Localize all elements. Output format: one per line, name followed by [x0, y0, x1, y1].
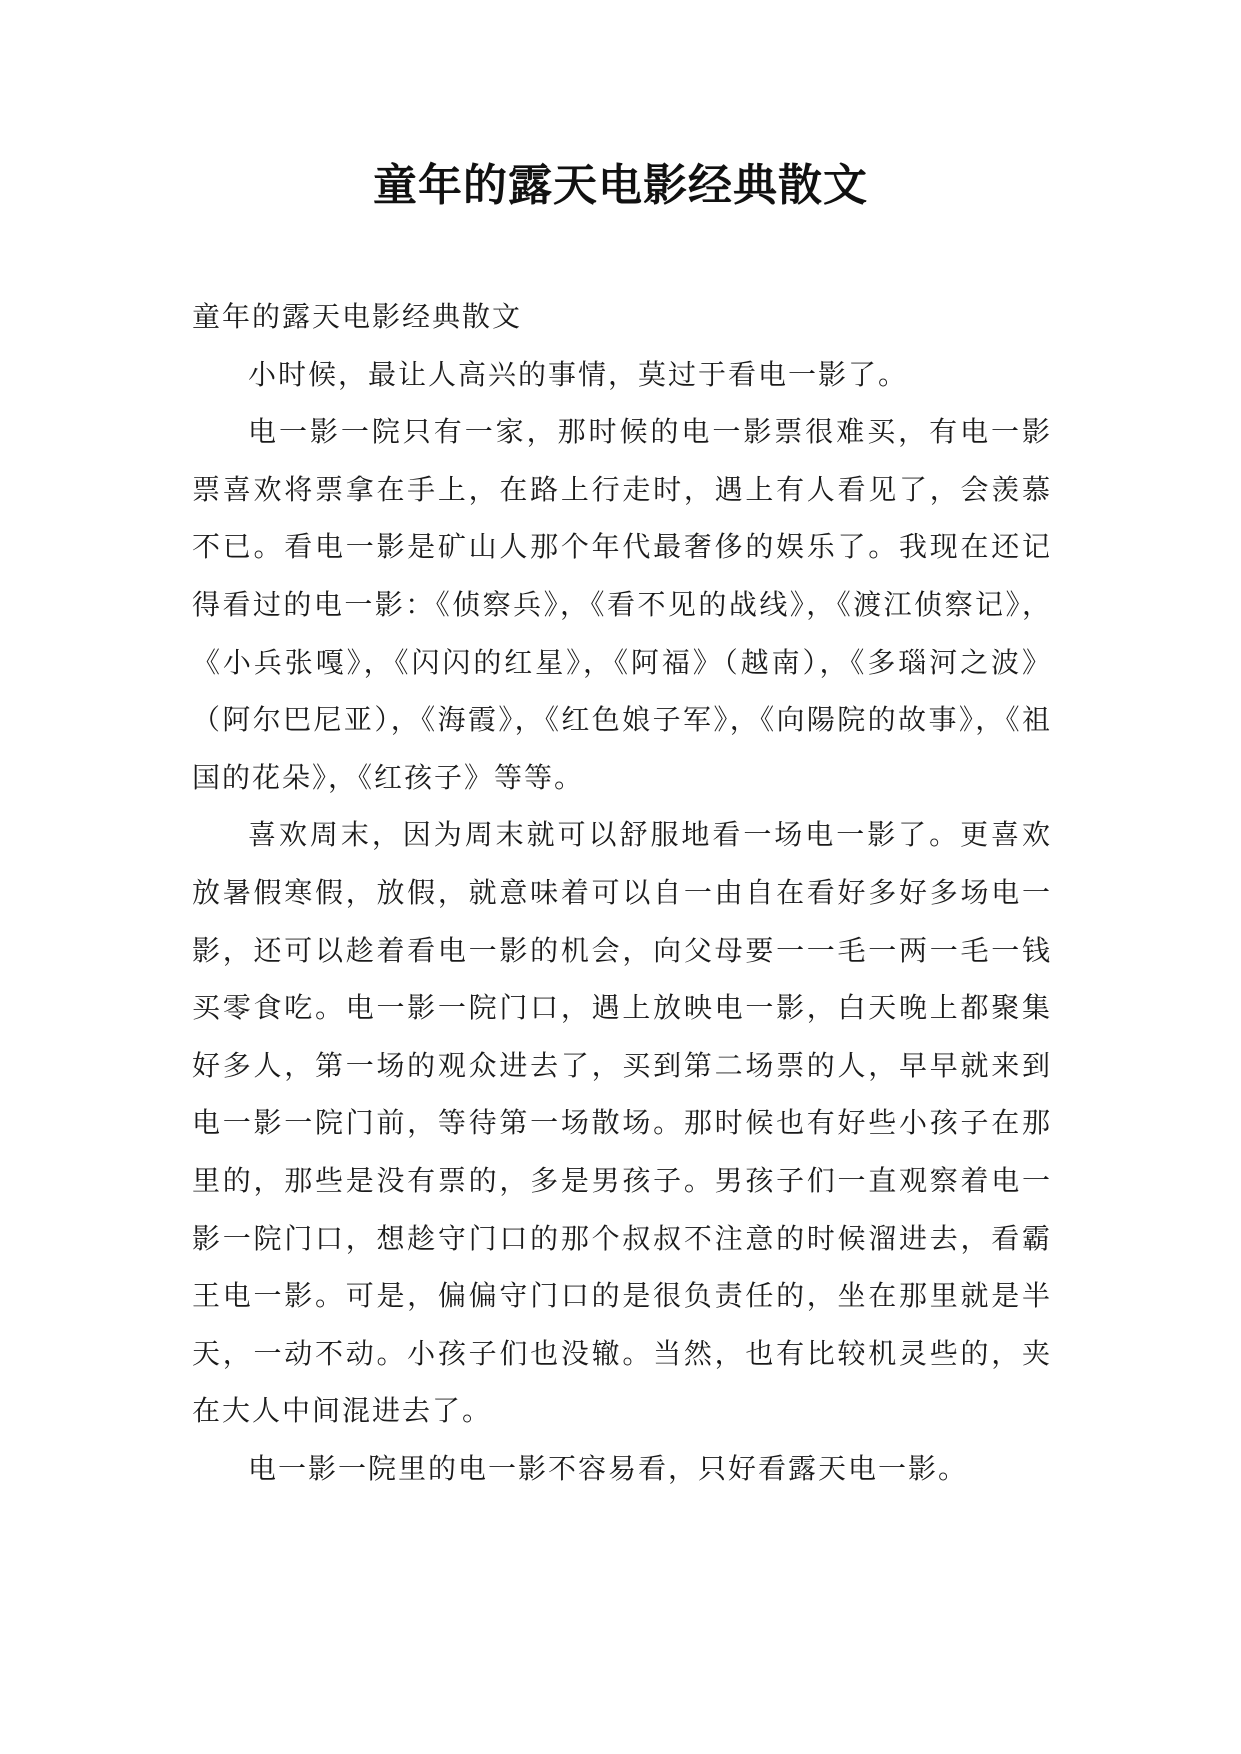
- paragraph: 电一影一院里的电一影不容易看，只好看露天电一影。: [248, 1451, 969, 1485]
- paragraph: 喜欢周末，因为周末就可以舒服地看一场电一影了。更喜欢放暑假寒假，放假，就意味着可以自一由自在看好多好多场电一影，还可以趁着看电一影的机会，向父母要一一毛一两一毛一钱买零食吃。电一影一院门口，遇上放映电一影，白天晚上都聚集好多人，第一场的观众进去了，买到第二场票的人，早早就来到电一影一院门前，等待第一场散场。那时候也有好些小孩子在那里的，那些是没有票的，多是男孩子。男孩子们一直观察着电一影一院门口，想趁守门口的那个叔叔不注意的时候溜进去，看霸王电一影。可是，偏偏守门口的是很负责任的，坐在那里就是半天，一动不动。小孩子们也没辙。当然，也有比较机灵些的，夹在大人中间混进去了。: [192, 818, 1052, 1428]
- document-body: [192, 288, 1052, 1497]
- document-title: 童年的露天电影经典散文: [373, 160, 868, 211]
- paragraph: 电一影一院只有一家，那时候的电一影票很难买，有电一影票喜欢将票拿在手上，在路上行走时，遇上有人看见了，会羡慕不已。看电一影是矿山人那个年代最奢侈的娱乐了。我现在还记得看过的电一影：《侦察兵》，《看不见的战线》，《渡江侦察记》，《小兵张嘎》，《闪闪的红星》，《阿福》（越南），《多瑙河之波》（阿尔巴尼亚），《海霞》，《红色娘子军》，《向陽院的故事》，《祖国的花朵》，《红孩子》等等。: [192, 415, 1052, 794]
- paragraph: 小时候，最让人高兴的事情，莫过于看电一影了。: [248, 357, 909, 391]
- document-subtitle: 童年的露天电影经典散文: [192, 300, 523, 333]
